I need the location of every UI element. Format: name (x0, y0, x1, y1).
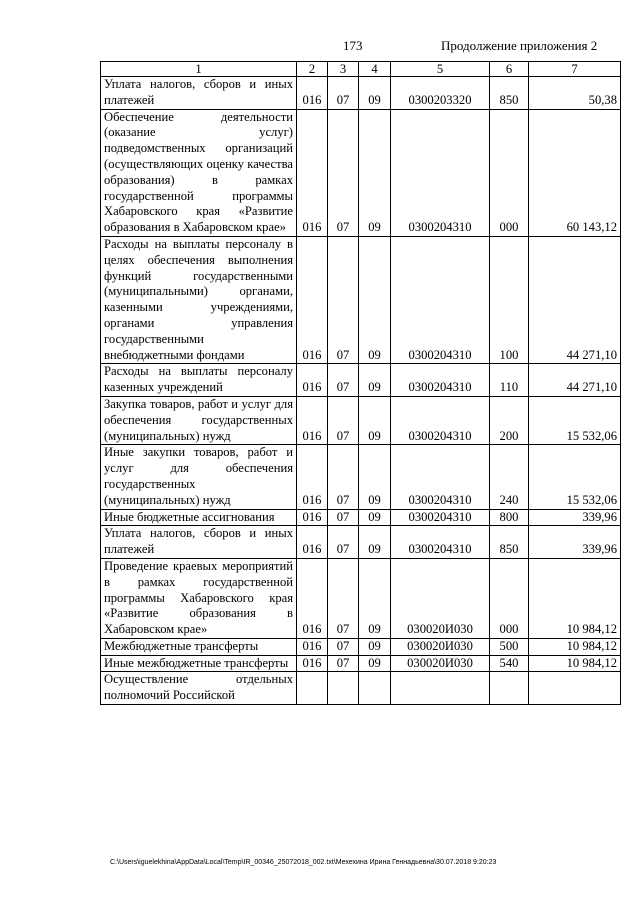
table-row (101, 77, 621, 110)
department-code-cell: 016 (297, 396, 328, 444)
target-item-cell: 030020И030 (391, 655, 490, 672)
section-cell: 07 (328, 638, 359, 655)
expense-name-cell: Иные бюджетные ассигнования (101, 509, 297, 526)
expense-type-cell: 200 (490, 396, 529, 444)
column-header: 4 (359, 62, 391, 77)
table-row (101, 109, 621, 236)
expense-type-cell: 800 (490, 509, 529, 526)
expense-type-cell: 000 (490, 558, 529, 638)
section-cell: 07 (328, 445, 359, 509)
section-cell: 07 (328, 77, 359, 110)
subsection-cell: 09 (359, 445, 391, 509)
department-code-cell: 016 (297, 109, 328, 236)
column-header: 2 (297, 62, 328, 77)
expense-name-cell: Межбюджетные трансферты (101, 638, 297, 655)
table-row (101, 445, 621, 509)
expense-name-cell: Иные межбюджетные трансферты (101, 655, 297, 672)
subsection-cell: 09 (359, 655, 391, 672)
department-code-cell: 016 (297, 526, 328, 559)
amount-cell: 60 143,12 (529, 109, 621, 236)
table-row (101, 638, 621, 655)
section-cell (328, 672, 359, 705)
expense-name-cell: Иные закупки товаров, работ и услуг для обеспечения государственных (муниципальных) нужд (101, 445, 297, 509)
amount-cell: 50,38 (529, 77, 621, 110)
target-item-cell: 0300204310 (391, 396, 490, 444)
target-item-cell: 0300204310 (391, 445, 490, 509)
expense-type-cell: 110 (490, 364, 529, 397)
expense-name-cell: Расходы на выплаты персоналу в целях обеспечения выполнения функций государственными (муниципальными) органами, казенными учреждениями, органами управления государственными внебюджетными фондами (101, 236, 297, 363)
table-row (101, 236, 621, 363)
expense-name-cell: Осуществление отдельных полномочий Российской (101, 672, 297, 705)
expense-name-cell: Закупка товаров, работ и услуг для обеспечения государственных (муниципальных) нужд (101, 396, 297, 444)
expense-type-cell (490, 672, 529, 705)
target-item-cell: 0300204310 (391, 364, 490, 397)
amount-cell: 10 984,12 (529, 655, 621, 672)
target-item-cell: 030020И030 (391, 638, 490, 655)
amount-cell: 15 532,06 (529, 396, 621, 444)
section-cell: 07 (328, 236, 359, 363)
target-item-cell: 0300203320 (391, 77, 490, 110)
target-item-cell: 0300204310 (391, 509, 490, 526)
target-item-cell: 030020И030 (391, 558, 490, 638)
section-cell: 07 (328, 364, 359, 397)
expense-type-cell: 850 (490, 77, 529, 110)
column-header: 7 (529, 62, 621, 77)
subsection-cell: 09 (359, 638, 391, 655)
column-header: 5 (391, 62, 490, 77)
department-code-cell (297, 672, 328, 705)
target-item-cell (391, 672, 490, 705)
expense-type-cell: 850 (490, 526, 529, 559)
amount-cell: 44 271,10 (529, 364, 621, 397)
amount-cell: 10 984,12 (529, 638, 621, 655)
amount-cell: 10 984,12 (529, 558, 621, 638)
expense-name-cell: Уплата налогов, сборов и иных платежей (101, 526, 297, 559)
column-header: 3 (328, 62, 359, 77)
expense-name-cell: Обеспечение деятельности (оказание услуг) подведомственных организаций (осуществляющих оценку качества образования) в рамках государственной программы Хабаровского края «Развитие образования в Хабаровском крае» (101, 109, 297, 236)
department-code-cell: 016 (297, 77, 328, 110)
table-row (101, 396, 621, 444)
section-cell: 07 (328, 655, 359, 672)
expense-type-cell: 000 (490, 109, 529, 236)
expense-type-cell: 540 (490, 655, 529, 672)
subsection-cell: 09 (359, 526, 391, 559)
continuation-label: Продолжение приложения 2 (441, 38, 598, 53)
table-row (101, 364, 621, 397)
subsection-cell: 09 (359, 558, 391, 638)
subsection-cell: 09 (359, 77, 391, 110)
department-code-cell: 016 (297, 236, 328, 363)
section-cell: 07 (328, 526, 359, 559)
subsection-cell: 09 (359, 364, 391, 397)
expense-name-cell: Уплата налогов, сборов и иных платежей (101, 77, 297, 110)
department-code-cell: 016 (297, 509, 328, 526)
target-item-cell: 0300204310 (391, 236, 490, 363)
page-number: 173 (343, 38, 363, 53)
section-cell: 07 (328, 509, 359, 526)
amount-cell: 44 271,10 (529, 236, 621, 363)
table-row (101, 672, 621, 705)
table-header-row (101, 62, 621, 77)
department-code-cell: 016 (297, 638, 328, 655)
expense-type-cell: 500 (490, 638, 529, 655)
column-header: 1 (101, 62, 297, 77)
file-path-footer: C:\Users\iguelekhina\AppData\Local\Temp\IR_00346_25072018_002.txt\Мехехина Ирина Геннадьевна\30.07.2018 9:20:23 (110, 859, 497, 866)
target-item-cell: 0300204310 (391, 109, 490, 236)
expense-type-cell: 100 (490, 236, 529, 363)
subsection-cell: 09 (359, 396, 391, 444)
target-item-cell: 0300204310 (391, 526, 490, 559)
column-header: 6 (490, 62, 529, 77)
department-code-cell: 016 (297, 655, 328, 672)
expense-name-cell: Проведение краевых мероприятий в рамках государственной программы Хабаровского края «Развитие образования в Хабаровском крае» (101, 558, 297, 638)
department-code-cell: 016 (297, 364, 328, 397)
amount-cell: 339,96 (529, 526, 621, 559)
expense-name-cell: Расходы на выплаты персоналу казенных учреждений (101, 364, 297, 397)
department-code-cell: 016 (297, 445, 328, 509)
section-cell: 07 (328, 396, 359, 444)
subsection-cell: 09 (359, 109, 391, 236)
expense-type-cell: 240 (490, 445, 529, 509)
table-row (101, 558, 621, 638)
table-row (101, 509, 621, 526)
budget-table (100, 61, 621, 705)
amount-cell (529, 672, 621, 705)
table-row (101, 526, 621, 559)
amount-cell: 339,96 (529, 509, 621, 526)
department-code-cell: 016 (297, 558, 328, 638)
table-row (101, 655, 621, 672)
amount-cell: 15 532,06 (529, 445, 621, 509)
subsection-cell: 09 (359, 236, 391, 363)
subsection-cell (359, 672, 391, 705)
section-cell: 07 (328, 558, 359, 638)
subsection-cell: 09 (359, 509, 391, 526)
section-cell: 07 (328, 109, 359, 236)
